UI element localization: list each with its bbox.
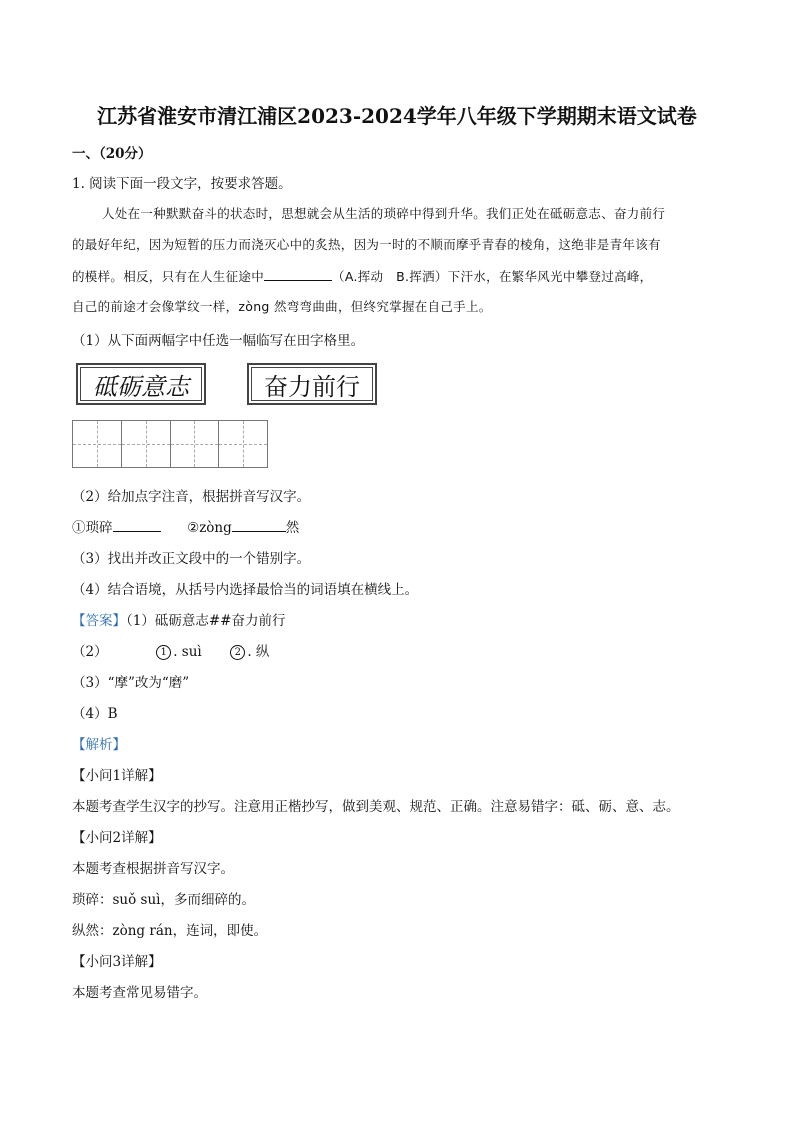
sub-question-3: （3）找出并改正文段中的一个错别字。 [72,551,311,567]
analysis-tag: 【解析】 [72,737,126,753]
grid-cell [122,421,171,467]
sub-question-4: （4）结合语境，从括号内选择最恰当的词语填在横线上。 [72,582,419,598]
sub-question-2: （2）给加点字注音，根据拼音写汉字。 [72,489,311,505]
calligraphy-sample-1 [76,363,206,405]
calligraphy-sample-2 [247,363,377,405]
answer-2-value-2: . 纵 [247,644,270,660]
answer-line-2 [72,640,269,660]
circled-number-1: 1 [156,645,171,660]
answer-2-label: （2） [72,644,108,660]
detail-2-line-1: 琐碎：suǒ suì，多而细碎的。 [72,892,255,908]
item-2-tail: 然 [285,520,300,536]
page-title: 江苏省淮安市清江浦区2023-2024学年八年级下学期期末语文试卷 [97,104,697,128]
circled-number-2: 2 [230,645,245,660]
passage-line-1: 人处在一种默默奋斗的状态时，思想就会从生活的琐碎中得到升华。我们正处在砥砺意志、奋力前行 [102,206,666,221]
item-2-label: ②zòng [187,520,232,536]
answer-line-4: （4）B [72,706,118,722]
calligraphy-text-1: 砥砺意志 [93,372,189,401]
answer-1: （1）砥砺意志##奋力前行 [126,613,286,629]
passage-line-3-start: 的模样。相反，只有在人生征途中 [72,269,265,284]
grid-cell [219,421,267,467]
fill-blank [264,266,332,281]
question-prompt: 1. 阅读下面一段文字，按要求答题。 [72,176,292,192]
passage-line-2: 的最好年纪，因为短暂的压力而浇灭心中的炙热，因为一时的不顺而摩乎青春的棱角，这绝非是青年该有 [72,237,661,252]
detail-1-heading: 【小问1详解】 [72,768,162,784]
answer-blank-1 [113,517,161,532]
detail-1-body: 本题考查学生汉字的抄写。注意用正楷抄写，做到美观、规范、正确。注意易错字：砥、砺、意、志。 [72,799,680,815]
detail-2-line-2: 纵然：zòng rán，连词，即使。 [72,923,268,939]
item-1-label: ①琐碎 [72,520,113,536]
passage-line-3 [72,266,652,285]
sub-question-2-items [72,516,299,536]
detail-2-heading: 【小问2详解】 [72,830,162,846]
detail-2-body: 本题考查根据拼音写汉字。 [72,861,234,877]
grid-cell [171,421,220,467]
detail-3-heading: 【小问3详解】 [72,954,162,970]
sub-question-1: （1）从下面两幅字中任选一幅临写在田字格里。 [72,333,365,349]
calligraphy-text-2: 奋力前行 [264,372,360,401]
passage-line-4: 自己的前途才会像掌纹一样，zòng 然弯弯曲曲，但终究掌握在自己手上。 [72,299,492,314]
section-heading: 一、（20分） [72,146,152,162]
answer-line-1 [72,609,285,629]
answer-tag: 【答案】 [72,613,126,629]
grid-cell [73,421,122,467]
answer-line-3: （3）“摩”改为“磨” [72,675,190,691]
passage-line-3-end: （A.挥动 B.挥洒）下汗水，在繁华风光中攀登过高峰， [332,269,653,284]
detail-3-body: 本题考查常见易错字。 [72,985,207,1001]
answer-blank-2 [232,517,286,532]
tian-zi-grid [72,420,268,468]
answer-2-value-1: . suì [173,644,202,660]
